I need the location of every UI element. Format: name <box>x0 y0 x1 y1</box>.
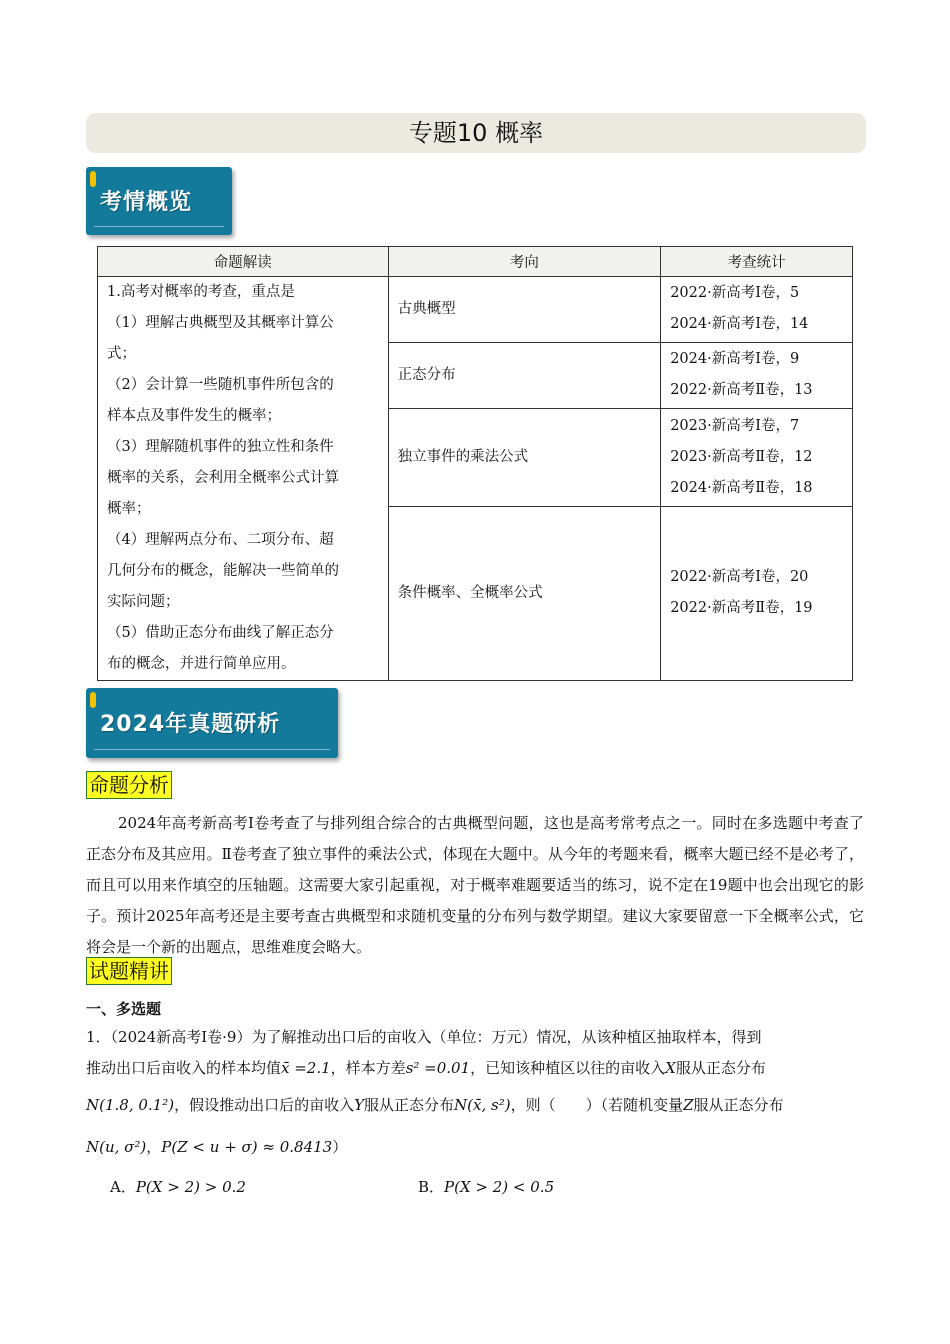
question-line: 1．（2024新高考Ⅰ卷·9）为了解推动出口后的亩收入（单位：万元）情况，从该种植区抽取样本，得到 <box>86 1028 762 1046</box>
interpretation-line: 1.高考对概率的考查，重点是 <box>107 284 295 300</box>
option-b[interactable] <box>418 1176 554 1197</box>
distribution-x-formula: N(1.8, 0.1²) <box>86 1096 175 1114</box>
stat-entry: 2023·新高考Ⅰ卷，7 <box>670 417 800 434</box>
interpretation-line: （2）会计算一些随机事件所包含的 <box>107 377 334 393</box>
column-header: 命题解读 <box>98 247 389 277</box>
distribution-z-formula: N(u, σ²) <box>86 1138 147 1156</box>
interpretation-line: 式； <box>107 346 136 362</box>
overview-table <box>97 246 853 681</box>
question-text: 服从正态分布 <box>675 1059 766 1077</box>
option-a[interactable] <box>110 1176 246 1197</box>
interpretation-line: 样本点及事件发生的概率； <box>107 408 281 424</box>
variable-x: X <box>665 1059 676 1077</box>
interpretation-line: （5）借助正态分布曲线了解正态分 <box>107 625 334 641</box>
stat-entry: 2022·新高考Ⅱ卷，19 <box>670 600 813 617</box>
section-banner-2024 <box>86 688 338 758</box>
stat-entry: 2024·新高考Ⅰ卷，14 <box>670 316 809 333</box>
option-formula: P(X > 2) < 0.5 <box>444 1178 555 1196</box>
page-title: 专题10 概率 <box>86 113 866 153</box>
question-text: ） <box>332 1138 348 1156</box>
interpretation-line: 概率； <box>107 501 151 517</box>
analysis-paragraph: 2024年高考新高考Ⅰ卷考查了与排列组合综合的古典概型问题，这也是高考常考点之一。同时在多选题中考查了正态分布及其应用。Ⅱ卷考查了独立事件的乘法公式，体现在大题中。从今年的考题来看，概率大题已经不是必考了，而且可以用来作填空的压轴题。这需要大家引起重视，对于概率难题要适当的练习，说不定在19题中也会出现它的影子。预计2025年高考还是主要考查古典概型和求随机变量的分布列与数学期望。建议大家要留意一下全概率公式，它将会是一个新的出题点，思维难度会略大。 <box>86 814 864 956</box>
probability-formula: P(Z < u + σ) ≈ 0.8413 <box>161 1138 333 1156</box>
question-text: 服从正态分布 <box>693 1096 784 1114</box>
stat-entry: 2024·新高考Ⅰ卷，9 <box>670 351 800 368</box>
variable-z: Z <box>683 1096 694 1114</box>
column-header: 考查统计 <box>661 247 853 277</box>
column-header: 考向 <box>388 247 661 277</box>
option-label: B． <box>418 1178 445 1196</box>
question-line <box>86 1084 868 1126</box>
stat-entry: 2022·新高考Ⅰ卷，20 <box>670 569 809 586</box>
interpretation-line: （3）理解随机事件的独立性和条件 <box>107 439 334 455</box>
question-text: 推动出口后亩收入的样本均值 <box>86 1059 282 1077</box>
interpretation-line: 实际问题； <box>107 594 180 610</box>
table-row <box>98 277 853 343</box>
interpretation-line: （1）理解古典概型及其概率计算公 <box>107 315 334 331</box>
banner-label: 2024年真题研析 <box>94 696 330 750</box>
option-label: A． <box>110 1178 136 1196</box>
stat-entry: 2023·新高考Ⅱ卷，12 <box>670 448 813 465</box>
stats-cell <box>661 506 853 680</box>
variable-y: Y <box>354 1096 365 1114</box>
interpretation-line: 概率的关系，会利用全概率公式计算 <box>107 470 339 486</box>
stat-entry: 2024·新高考Ⅱ卷，18 <box>670 479 813 496</box>
section-title: 一、多选题 <box>86 1000 162 1018</box>
question-text: ，则（ ）（若随机变量 <box>510 1096 684 1114</box>
direction-cell: 独立事件的乘法公式 <box>388 408 661 506</box>
stats-cell <box>661 342 853 408</box>
question-line <box>86 1053 868 1084</box>
section-banner-overview <box>86 167 232 235</box>
sample-mean-formula: x̄ =2.1 <box>281 1059 331 1077</box>
interpretation-line: 几何分布的概念，能解决一些简单的 <box>107 563 339 579</box>
question-text: ，假设推动出口后的亩收入 <box>174 1096 355 1114</box>
stat-entry: 2022·新高考Ⅰ卷，5 <box>670 285 800 302</box>
option-formula: P(X > 2) > 0.2 <box>135 1178 246 1196</box>
interpretation-line: （4）理解两点分布、二项分布、超 <box>107 532 334 548</box>
question-text: ，已知该种植区以往的亩收入 <box>470 1059 666 1077</box>
distribution-y-formula: N(x̄, s²) <box>454 1096 511 1114</box>
stat-entry: 2022·新高考Ⅱ卷，13 <box>670 382 813 399</box>
question-text: ， <box>146 1138 162 1156</box>
exam-heading: 试题精讲 <box>86 957 172 985</box>
sample-variance-formula: s² =0.01 <box>405 1059 471 1077</box>
analysis-heading: 命题分析 <box>86 771 172 799</box>
question-1 <box>86 1022 868 1168</box>
interpretation-cell <box>98 277 389 681</box>
direction-cell: 古典概型 <box>388 277 661 343</box>
table-header-row <box>98 247 853 277</box>
direction-cell: 正态分布 <box>388 342 661 408</box>
question-line <box>86 1126 868 1168</box>
question-text: 服从正态分布 <box>364 1096 455 1114</box>
question-text: ，样本方差 <box>330 1059 406 1077</box>
banner-label: 考情概览 <box>94 175 224 227</box>
stats-cell <box>661 408 853 506</box>
stats-cell <box>661 277 853 343</box>
direction-cell: 条件概率、全概率公式 <box>388 506 661 680</box>
interpretation-line: 布的概念，并进行简单应用。 <box>107 656 296 672</box>
